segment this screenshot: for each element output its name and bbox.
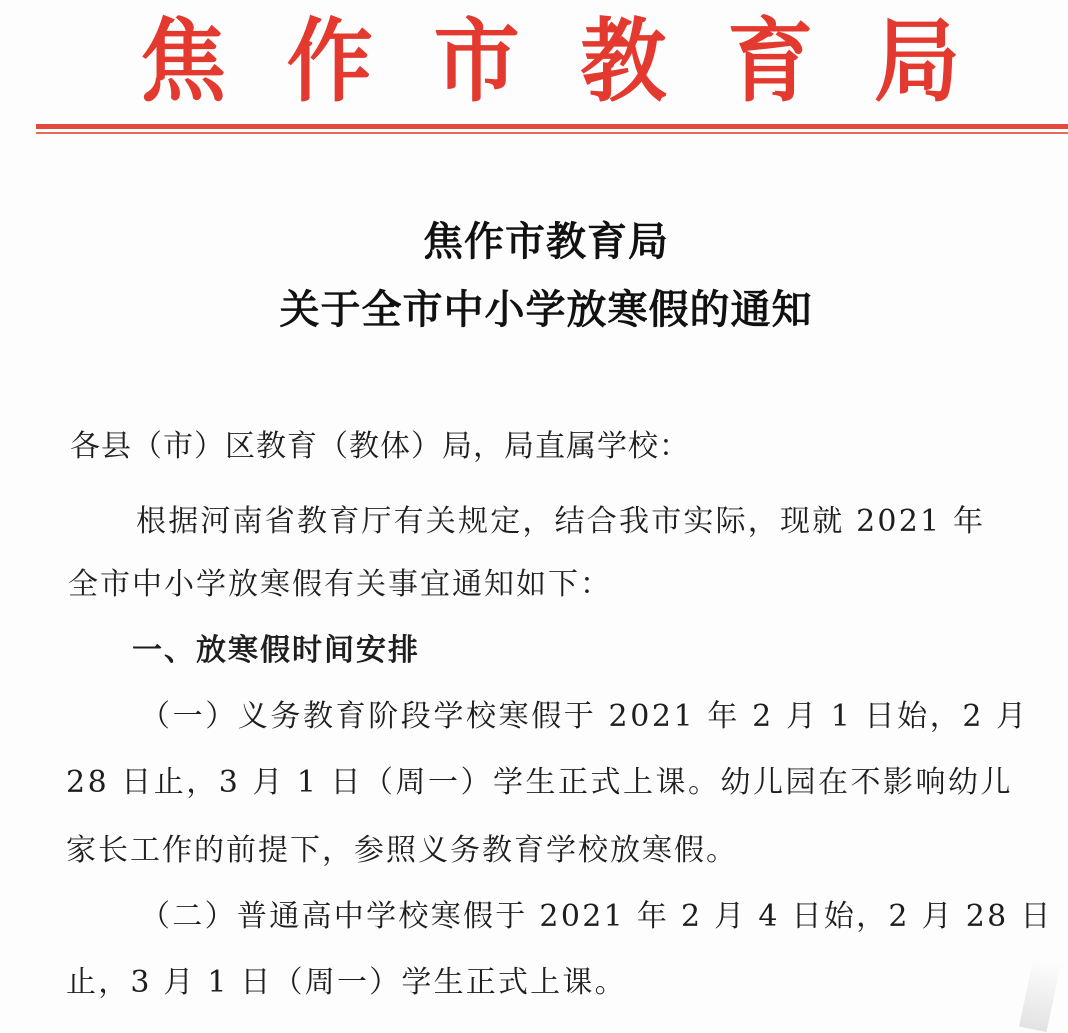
paragraph-line: 根据河南省教育厅有关规定，结合我市实际，现就 2021 年: [136, 504, 986, 539]
letterhead-char: 作: [286, 9, 373, 115]
paragraph-line: 28 日止，3 月 1 日（周一）学生正式上课。幼儿园在不影响幼儿: [66, 765, 1013, 800]
letterhead-divider: [36, 124, 1068, 129]
letterhead-char: 市: [433, 9, 520, 115]
letterhead-char: 局: [873, 9, 960, 115]
letterhead-title: [140, 9, 960, 115]
document-title-line1: 焦作市教育局: [423, 219, 669, 265]
letterhead-char: 焦: [140, 9, 226, 115]
paragraph-line: 家长工作的前提下，参照义务教育学校放寒假。: [66, 833, 738, 868]
document-title-line2: 关于全市中小学放寒假的通知: [279, 287, 813, 333]
paragraph-line: （二）普通高中学校寒假于 2021 年 2 月 4 日始，2 月 28 日: [140, 899, 1053, 934]
letterhead-divider-thin: [36, 132, 1068, 134]
paragraph-line: （一）义务教育阶段学校寒假于 2021 年 2 月 1 日始，2 月: [140, 699, 1029, 734]
paragraph-line: 全市中小学放寒假有关事宜通知如下：: [68, 567, 612, 602]
section-heading: 一、放寒假时间安排: [132, 633, 420, 668]
salutation: 各县（市）区教育（教体）局，局直属学校：: [70, 429, 690, 464]
letterhead-char: 教: [580, 9, 667, 115]
scan-artifact: [1019, 958, 1061, 1032]
letterhead-char: 育: [727, 9, 814, 115]
paragraph-line: 止，3 月 1 日（周一）学生正式上课。: [66, 965, 627, 1000]
